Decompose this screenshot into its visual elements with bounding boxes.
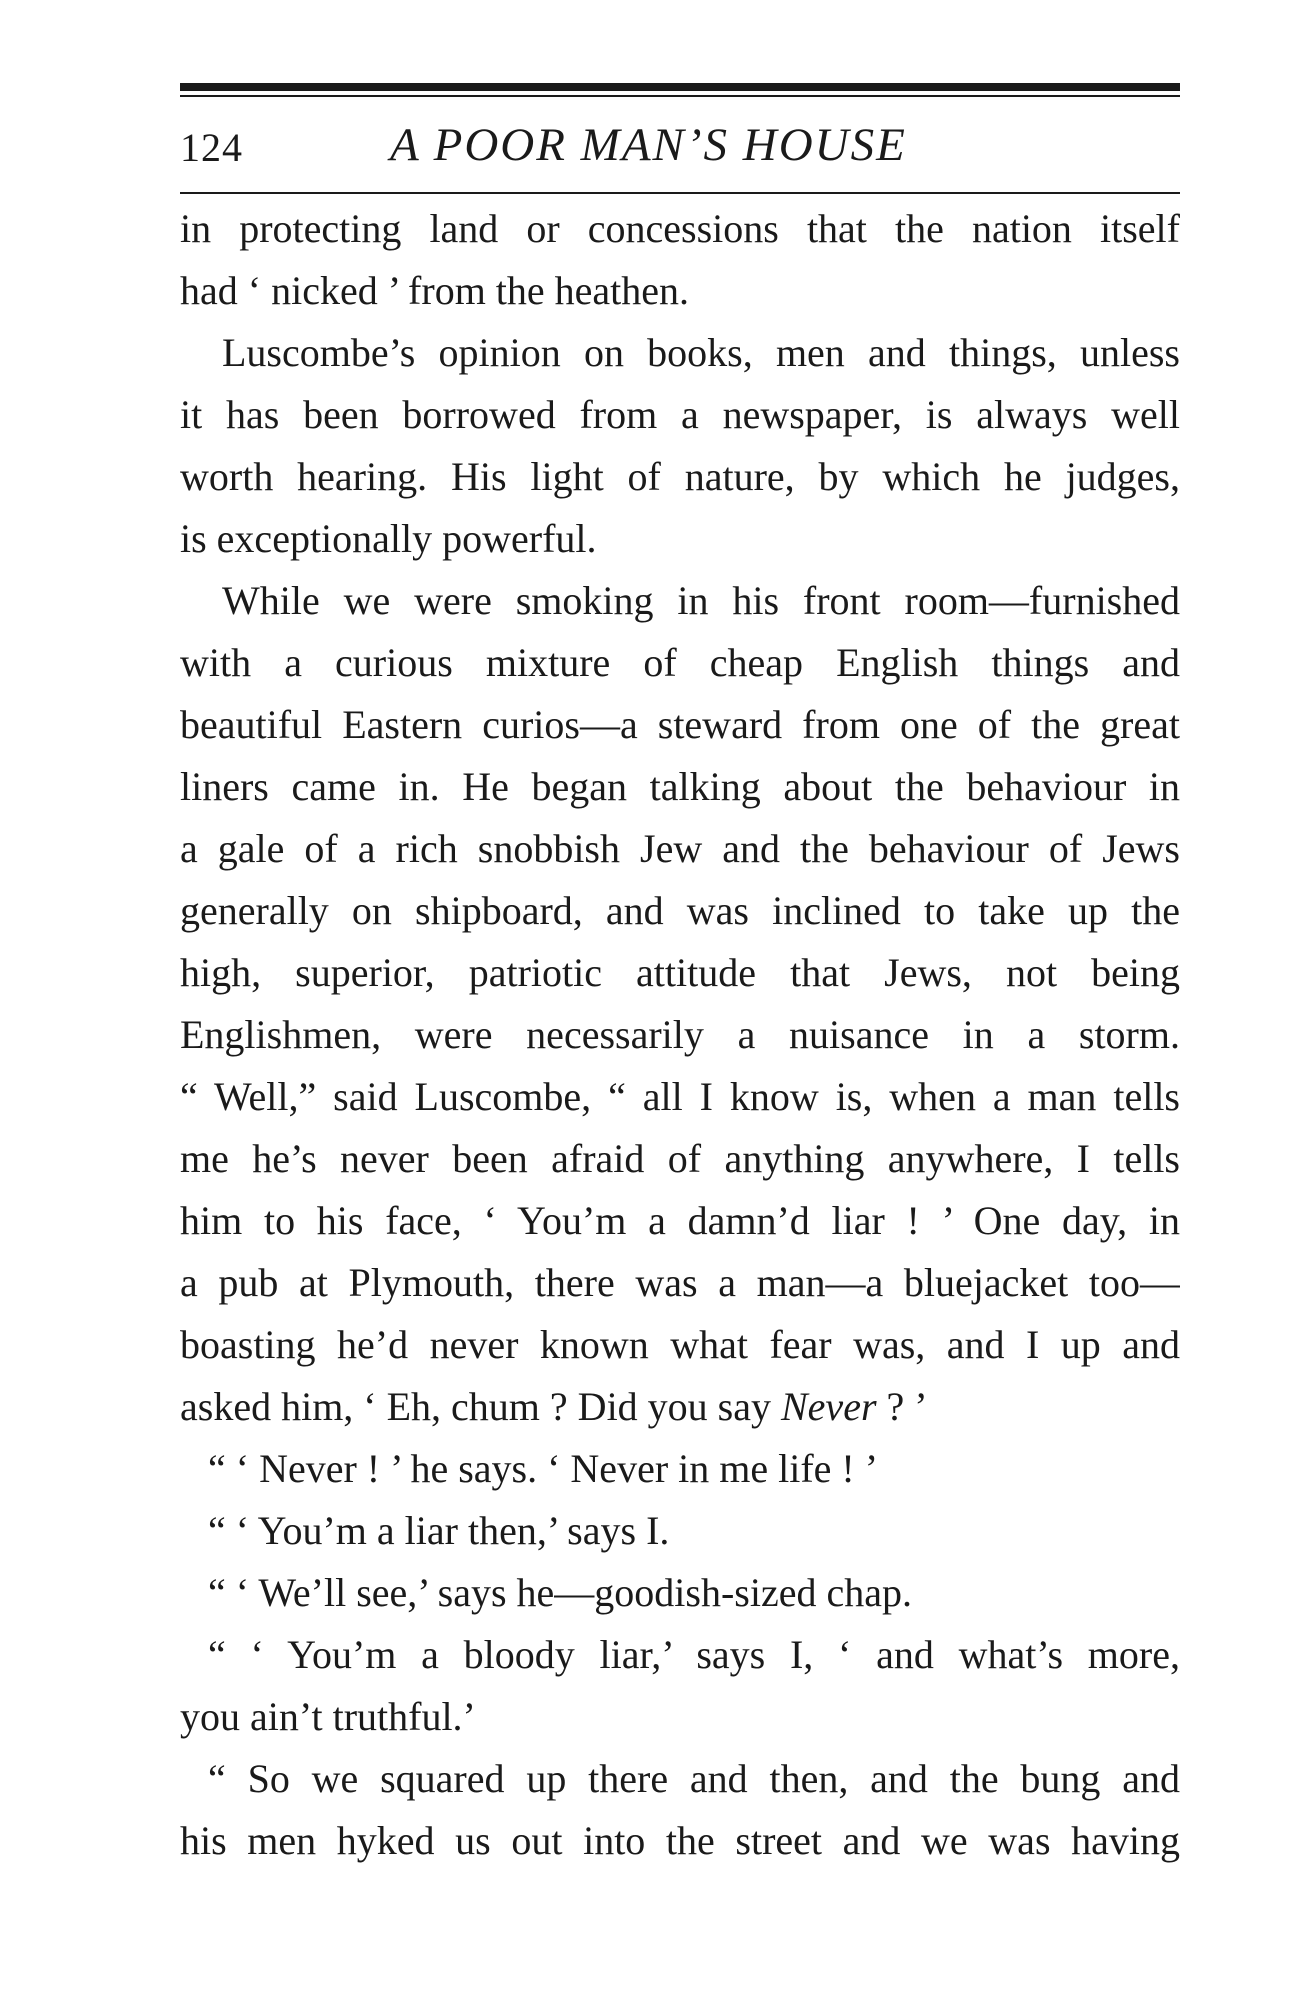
text-line: me he’s never been afraid of anything anywhere, I tells <box>180 1136 1180 1181</box>
text-line: in protecting land or concessions that the nation itself <box>180 206 1180 251</box>
text-line: him to his face, ‘ You’m a damn’d liar ! ’ One day, in <box>180 1198 1180 1243</box>
text-line: boasting he’d never known what fear was, and I up and <box>180 1322 1180 1367</box>
text-line: Luscombe’s opinion on books, men and things, unless <box>222 330 1180 375</box>
text-line-part: ? ’ <box>876 1384 928 1429</box>
text-line: generally on shipboard, and was inclined to take up the <box>180 888 1180 933</box>
page-number: 124 <box>180 125 243 170</box>
text-line: “ ‘ Never ! ’ he says. ‘ Never in me life ! ’ <box>208 1446 879 1491</box>
running-header <box>180 110 1180 180</box>
text-line: “ ‘ We’ll see,’ says he—goodish-sized chap. <box>208 1570 912 1615</box>
text-line: with a curious mixture of cheap English things and <box>180 640 1180 685</box>
header-rule-thin <box>180 95 1180 97</box>
text-line: had ‘ nicked ’ from the heathen. <box>180 268 690 313</box>
header-underline <box>180 192 1180 194</box>
italic-word: Never <box>781 1384 877 1429</box>
running-title: A POOR MAN’S HOUSE <box>390 119 907 171</box>
text-line: “ So we squared up there and then, and the bung and <box>208 1756 1180 1801</box>
text-line: “ Well,” said Luscombe, “ all I know is, when a man tells <box>180 1074 1180 1119</box>
header-rule-thick <box>180 83 1180 91</box>
text-line: Englishmen, were necessarily a nuisance in a storm. <box>180 1012 1180 1057</box>
text-line: worth hearing. His light of nature, by which he judges, <box>180 454 1180 499</box>
text-line: “ ‘ You’m a bloody liar,’ says I, ‘ and what’s more, <box>208 1632 1180 1677</box>
text-line: you ain’t truthful.’ <box>180 1694 476 1739</box>
body-text <box>180 198 1180 1872</box>
text-line <box>180 1376 1180 1438</box>
text-line: a gale of a rich snobbish Jew and the behaviour of Jews <box>180 826 1180 871</box>
text-line: beautiful Eastern curios—a steward from one of the great <box>180 702 1180 747</box>
text-line: his men hyked us out into the street and we was having <box>180 1818 1180 1863</box>
text-line: liners came in. He began talking about the behaviour in <box>180 764 1180 809</box>
text-line: “ ‘ You’m a liar then,’ says I. <box>208 1508 670 1553</box>
text-line: a pub at Plymouth, there was a man—a bluejacket too— <box>180 1260 1180 1305</box>
text-line: high, superior, patriotic attitude that Jews, not being <box>180 950 1180 995</box>
text-line: is exceptionally powerful. <box>180 516 597 561</box>
text-line: While we were smoking in his front room—furnished <box>222 578 1180 623</box>
text-line-part: asked him, ‘ Eh, chum ? Did you say <box>180 1384 781 1429</box>
text-line: it has been borrowed from a newspaper, is always well <box>180 392 1180 437</box>
